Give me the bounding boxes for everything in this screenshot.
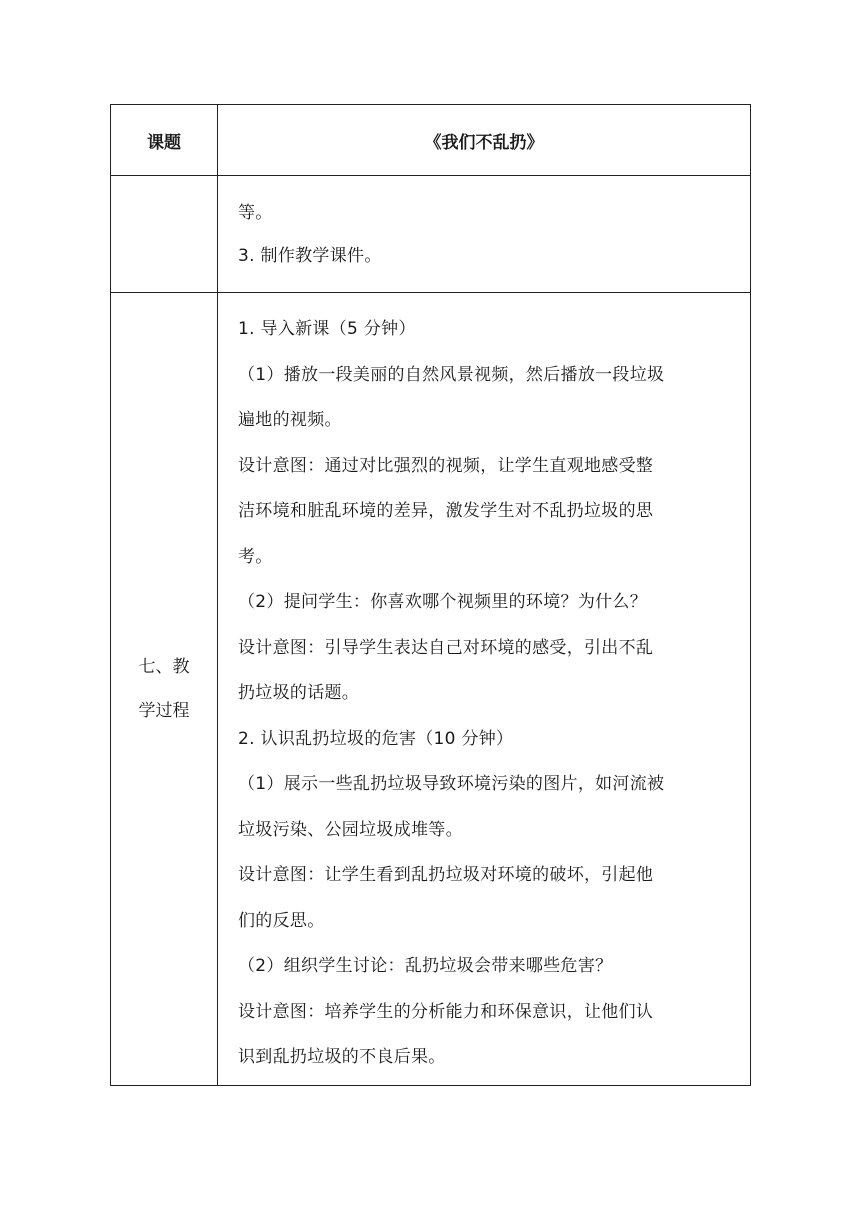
lesson-plan-table [110,104,751,1086]
prep-row [111,176,751,293]
content-line: 们的反思。 [238,910,325,931]
header-row [111,105,751,176]
process-row [111,293,751,1086]
section-heading: 1. 导入新课（5 分钟） [238,319,416,339]
prep-label-cell [111,176,218,293]
content-line: 设计意图：通过对比强烈的视频，让学生直观地感受整 [238,455,654,476]
lesson-title: 《我们不乱扔》 [424,132,544,153]
content-line: 考。 [238,546,273,567]
content-line: 设计意图：让学生看到乱扔垃圾对环境的破坏，引起他 [238,865,654,885]
process-content-cell [218,293,751,1086]
content-line: 遍地的视频。 [238,410,342,430]
header-title-cell [218,105,751,176]
prep-line: 3. 制作教学课件。 [238,246,382,266]
content-line: （1）播放一段美丽的自然风景视频，然后播放一段垃圾 [238,364,665,385]
process-label-cell [111,293,218,1086]
content-line: （2）提问学生：你喜欢哪个视频里的环境？为什么？ [238,592,648,612]
content-line: （1）展示一些乱扔垃圾导致环境污染的图片，如河流被 [238,774,665,794]
prep-content-cell [218,176,751,293]
content-line: 洁环境和脏乱环境的差异，激发学生对不乱扔垃圾的思 [238,501,654,521]
header-label-cell [111,105,218,176]
process-label-line: 七、教 [138,657,190,677]
section-heading: 2. 认识乱扔垃圾的危害（10 分钟） [238,728,514,749]
prep-line: 等。 [238,203,273,223]
header-label: 课题 [147,132,181,153]
content-line: 垃圾污染、公园垃圾成堆等。 [238,819,463,840]
content-line: 设计意图：引导学生表达自己对环境的感受，引出不乱 [238,637,654,658]
content-line: 设计意图：培养学生的分析能力和环保意识，让他们认 [238,1001,654,1022]
content-line: 识到乱扔垃圾的不良后果。 [238,1047,446,1067]
content-line: 扔垃圾的话题。 [238,683,360,703]
process-label-line: 学过程 [138,701,190,721]
content-line: （2）组织学生讨论：乱扔垃圾会带来哪些危害？ [238,956,613,976]
